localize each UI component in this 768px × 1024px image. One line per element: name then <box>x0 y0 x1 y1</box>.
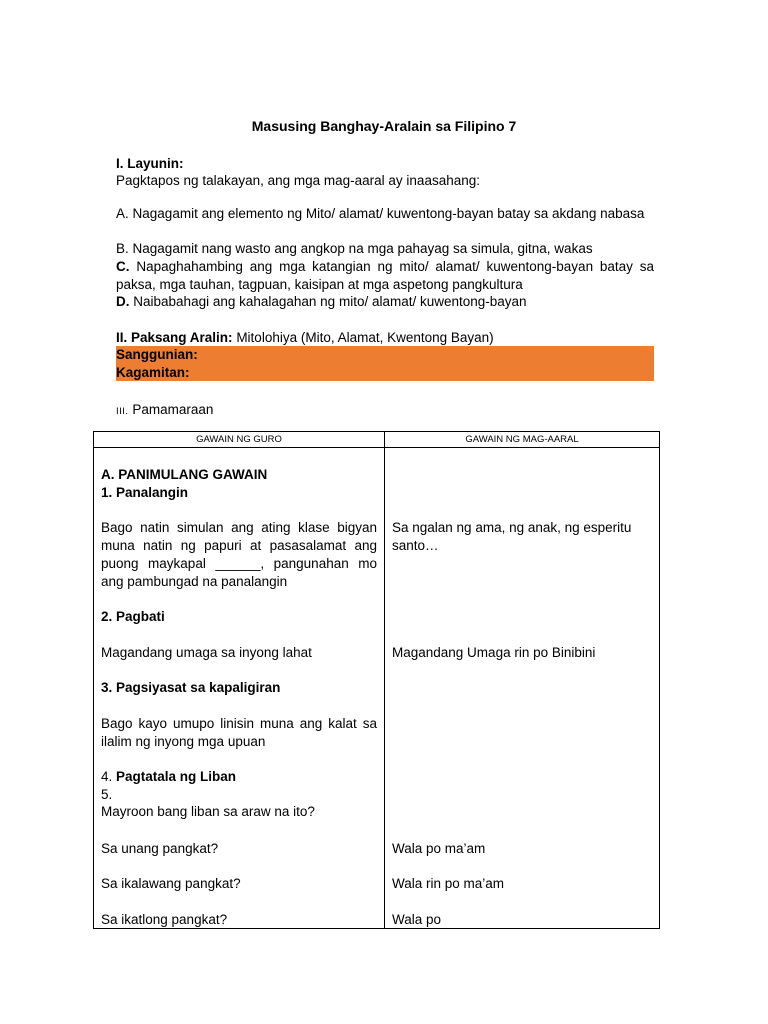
objective-a <box>116 205 654 223</box>
pamamaraan-label: Pamamaraan <box>132 402 214 417</box>
item-five-number: 5. <box>101 787 113 802</box>
liban-question: Mayroon bang liban sa araw na ito? <box>101 804 315 819</box>
response-panalangin: Sa ngalan ng ama, ng anak, ng esperitu santo… <box>392 520 632 553</box>
layunin-heading <box>116 155 654 173</box>
pamamaraan-numeral: III. <box>116 406 129 417</box>
activity-table <box>93 431 660 929</box>
objective-d <box>116 293 654 311</box>
layunin-heading-text: I. Layunin: <box>116 156 184 171</box>
subsection-pagbati: 2. Pagbati <box>101 609 165 624</box>
subsection-panalangin: 1. Panalangin <box>101 485 189 500</box>
response-ikalawang-pangkat: Wala rin po ma’am <box>392 876 505 891</box>
response-ikatlong-pangkat: Wala po <box>392 912 442 927</box>
paksa-heading: II. Paksang Aralin: <box>116 330 233 345</box>
question-unang-pangkat: Sa unang pangkat? <box>101 841 219 856</box>
objective-c <box>116 258 654 294</box>
pamamaraan-heading <box>116 401 654 421</box>
panalangin-text: Bago natin simulan ang ating klase bigyan muna natin ng papuri at pasasalamat ang puong maykapal ______, pangunahan mo ang pambungad na panalangin <box>101 520 377 589</box>
objective-b-text: Nagagamit nang wasto ang angkop na mga pahayag sa simula, gitna, wakas <box>132 241 593 256</box>
paksa-line <box>116 329 654 347</box>
sanggunian-label: Sanggunian: <box>116 347 198 362</box>
question-ikatlong-pangkat: Sa ikatlong pangkat? <box>101 912 228 927</box>
objective-a-letter: A. <box>116 206 129 221</box>
paksa-value: Mitolohiya (Mito, Alamat, Kwentong Bayan) <box>236 330 494 345</box>
pagbati-text: Magandang umaga sa inyong lahat <box>101 645 312 660</box>
section-panimulang-gawain: A. PANIMULANG GAWAIN <box>101 467 268 482</box>
objective-c-text: Napaghahambing ang mga katangian ng mito/ alamat/ kuwentong-bayan batay sa paksa, mga tauhan, tagpuan, kaisipan at mga aspetong pangkultura <box>116 259 654 292</box>
subsection-pagsiyasat: 3. Pagsiyasat sa kapaligiran <box>101 680 281 695</box>
question-ikalawang-pangkat: Sa ikalawang pangkat? <box>101 876 241 891</box>
magaaral-column <box>385 448 660 929</box>
highlight-band <box>116 346 654 381</box>
guro-column <box>94 448 385 929</box>
kagamitan-label: Kagamitan: <box>116 364 190 380</box>
objective-d-text: Naibabahagi ang kahalagahan ng mito/ alamat/ kuwentong-bayan <box>133 294 527 309</box>
document-title: Masusing Banghay-Aralain sa Filipino 7 <box>251 118 517 134</box>
objective-b <box>116 240 654 258</box>
subsection-pagtatala <box>101 768 377 786</box>
layunin-intro: Pagktapos ng talakayan, ang mga mag-aaral ay inaasahang: <box>116 173 480 188</box>
pagtatala-number: 4. <box>101 769 113 784</box>
objective-c-letter: C. <box>116 259 130 274</box>
response-unang-pangkat: Wala po ma’am <box>392 841 486 856</box>
objective-a-text: Nagagamit ang elemento ng Mito/ alamat/ kuwentong-bayan batay sa akdang nabasa <box>132 206 645 221</box>
objective-b-letter: B. <box>116 241 129 256</box>
response-pagbati: Magandang Umaga rin po Binibini <box>392 645 596 660</box>
pagtatala-title: Pagtatala ng Liban <box>116 769 237 784</box>
header-guro: GAWAIN NG GURO <box>94 432 385 448</box>
header-magaaral: GAWAIN NG MAG-AARAL <box>385 432 660 448</box>
pagsiyasat-text: Bago kayo umupo linisin muna ang kalat sa ilalim ng inyong mga upuan <box>101 716 377 749</box>
objective-d-letter: D. <box>116 294 130 309</box>
